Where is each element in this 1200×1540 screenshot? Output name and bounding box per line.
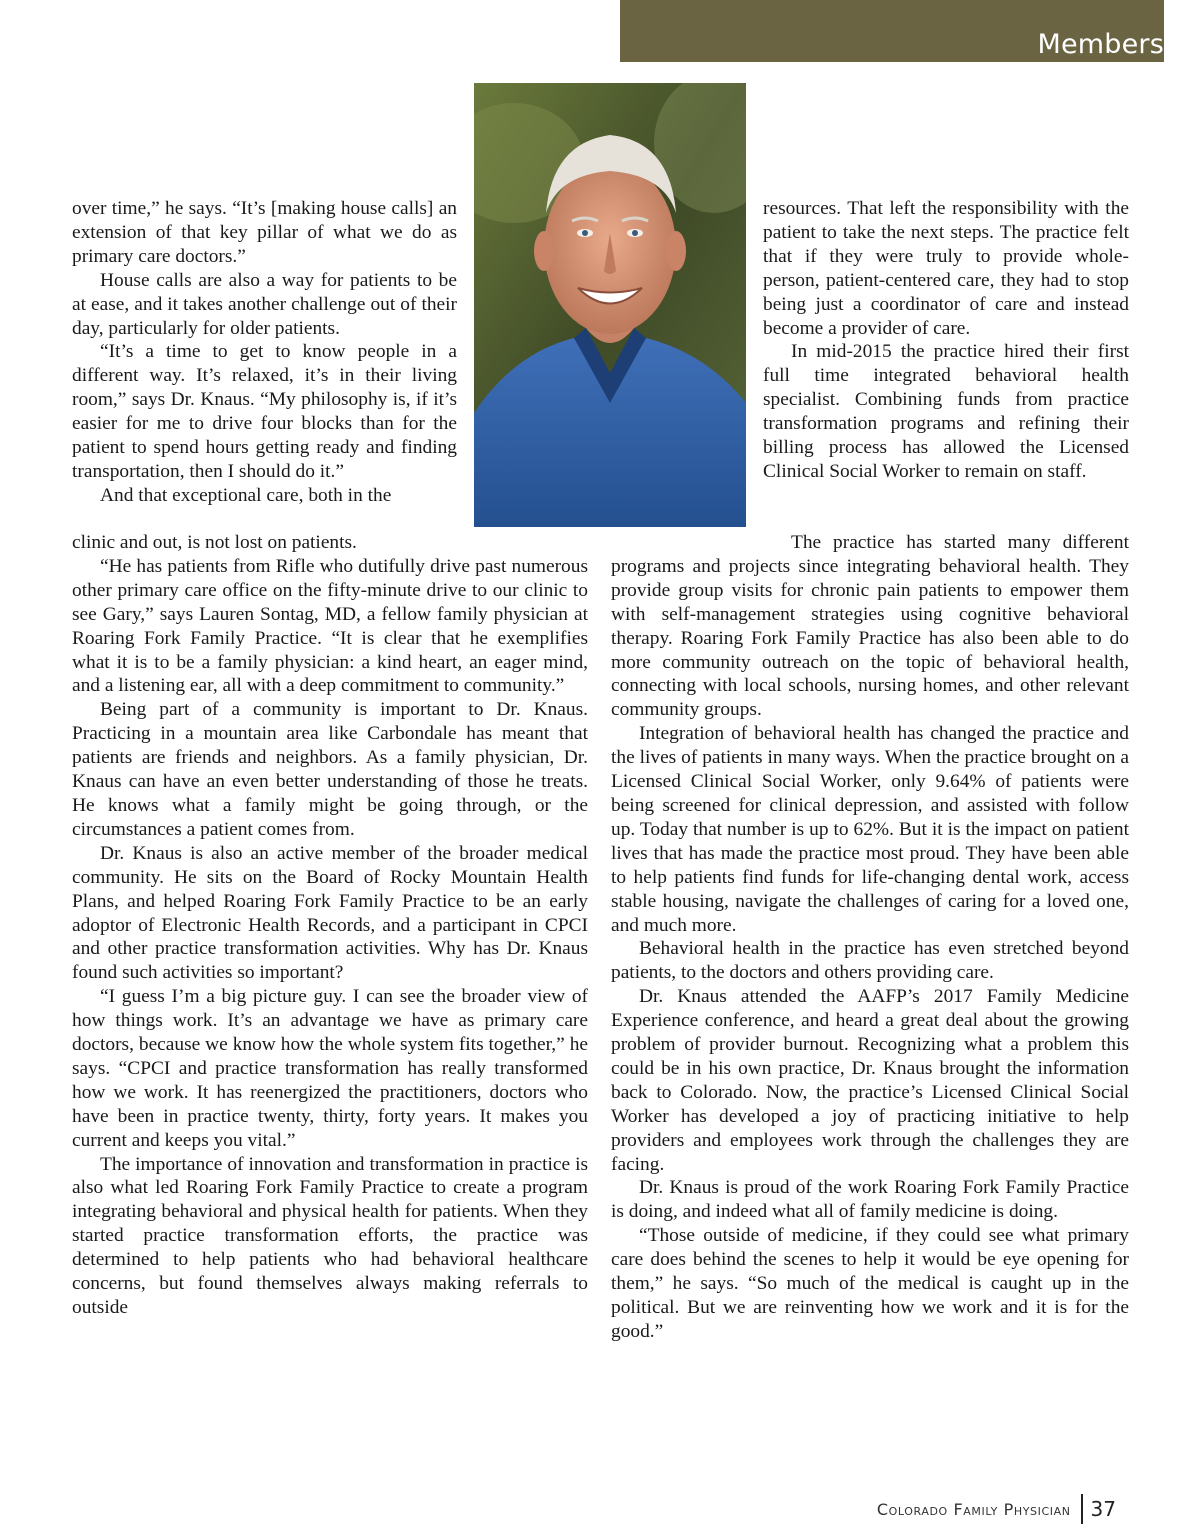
paragraph: Integration of behavioral health has changed the practice and the lives of patients in many ways. When the practice brought on a Licensed Clinical Social Worker, only 9.64% of patients were being screened for clinical depression, and assisted with follow up. Today that number is up to 62%. But it is the impact on patient lives that has made the practice most proud. They have been able to help patients find funds for life-changing dental work, access stable housing, navigate the challenges of caring for a loved one, and much more.	[611, 723, 1129, 936]
paragraph: “It’s a time to get to know people in a different way. It’s relaxed, it’s in their living room,” says Dr. Knaus. “My philosophy is, if it’s easier for me to drive four blocks than for the patient to spend hours getting ready and finding transportation, then I should do it.”	[72, 341, 457, 482]
paragraph: clinic and out, is not lost on patients.	[72, 532, 357, 553]
publication-name: Colorado Family Physician	[876, 1499, 1071, 1519]
paragraph: The importance of innovation and transformation in practice is also what led Roaring Fork Family Practice to create a program integrating behavioral and physical health for patients. When they started practice transformation efforts, the practice was determined to help patients who had behavioral healthcare concerns, but found themselves always making referrals to outside	[72, 1153, 588, 1318]
section-title: Members	[1037, 29, 1164, 60]
paragraph: Dr. Knaus is proud of the work Roaring Fork Family Practice is doing, and indeed what all of family medicine is doing.	[611, 1177, 1129, 1223]
page-number: 37	[1090, 1497, 1116, 1521]
paragraph: over time,” he says. “It’s [making house calls] an extension of that key pillar of what we do as primary care doctors.”	[72, 198, 457, 267]
paragraph: House calls are also a way for patients to be at ease, and it takes another challenge out of their day, particularly for older patients.	[72, 269, 457, 339]
paragraph: “I guess I’m a big picture guy. I can see the broader view of how things work. It’s an advantage we have as primary care doctors, because we know how the whole system fits together,” he says. “CPCI and practice transformation has really transformed how we work. It has reenergized the practitioners, doctors who have been in practice twenty, thirty, forty years. It makes you current and keeps you vital.”	[72, 986, 588, 1151]
article-column-right-bottom	[611, 531, 1129, 1344]
paragraph: resources. That left the responsibility with the patient to take the next steps. The practice felt that if they were truly to provide whole-person, patient-centered care, they had to stop being just a coordinator of care and instead become a provider of care.	[763, 198, 1129, 339]
portrait-photo	[474, 83, 746, 527]
paragraph: And that exceptional care, both in the	[100, 484, 392, 506]
paragraph: “Those outside of medicine, if they could see what primary care does behind the scenes to help it would be eye opening for them,” he says. “So much of the medical is caught up in the political. But we are reinventing how we work and it is for the good.”	[611, 1225, 1129, 1342]
page-footer	[877, 1494, 1116, 1524]
article-column-right-top	[763, 197, 1129, 484]
paragraph: Being part of a community is important to Dr. Knaus. Practicing in a mountain area like Carbondale has meant that patients are friends and neighbors. As a family physician, Dr. Knaus can have an even better understanding of those he treats. He knows what a family might be going through, or the circumstances a patient comes from.	[72, 699, 588, 840]
paragraph: “He has patients from Rifle who dutifully drive past numerous other primary care office on the fifty-minute drive to our clinic to see Gary,” says Lauren Sontag, MD, a fellow family physician at Roaring Fork Family Practice. “It is clear that he exemplifies what it is to be a family physician: a kind heart, an eager mind, and a listening ear, all with a deep commitment to community.”	[72, 555, 588, 697]
section-banner	[620, 0, 1164, 62]
paragraph: In mid-2015 the practice hired their first full time integrated behavioral health specialist. Combining funds from practice transformation programs and refining their billing process has allowed the Licensed Clinical Social Worker to remain on staff.	[763, 341, 1129, 482]
paragraph: Dr. Knaus attended the AAFP’s 2017 Family Medicine Experience conference, and heard a great deal about the growing problem of provider burnout. Recognizing what a problem this could be in his own practice, Dr. Knaus brought the information back to Colorado. Now, the practice’s Licensed Clinical Social Worker has developed a joy of practicing initiative to help providers and employees work through the challenges they are facing.	[611, 986, 1129, 1175]
paragraph: Behavioral health in the practice has even stretched beyond patients, to the doctors and others providing care.	[611, 938, 1129, 984]
portrait-photo-icon	[474, 83, 746, 527]
article-column-left-bottom	[72, 531, 588, 1320]
paragraph: The practice has started many different programs and projects since integrating behavioral health. They provide group visits for chronic pain patients to empower them with self-management strategies using cognitive behavioral therapy. Roaring Fork Family Practice has also been able to do more community outreach on the topic of behavioral health, connecting with local schools, nursing homes, and other relevant community groups.	[611, 532, 1129, 721]
article-column-left-top	[72, 197, 457, 508]
paragraph: Dr. Knaus is also an active member of the broader medical community. He sits on the Board of Rocky Mountain Health Plans, and helped Roaring Fork Family Practice to be an early adoptor of Electronic Health Records, and a participant in CPCI and other practice transformation activities. Why has Dr. Knaus found such activities so important?	[72, 842, 588, 984]
